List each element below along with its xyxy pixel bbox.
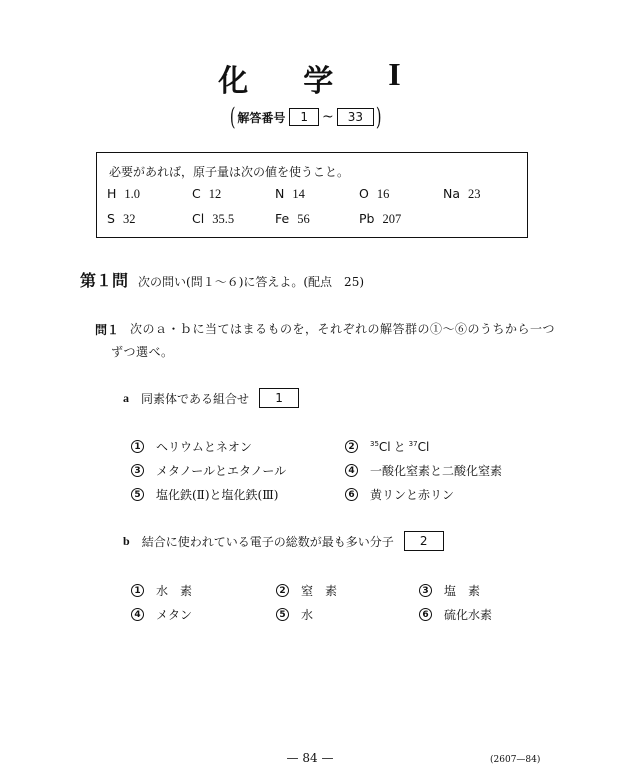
answer-box-2: 2	[404, 531, 444, 551]
circled-number-icon: 1	[131, 584, 144, 597]
page-code: (2607—84)	[490, 755, 541, 765]
circled-number-icon: 4	[131, 608, 144, 621]
answer-box-1: 1	[259, 388, 299, 408]
subquestion-b-heading	[123, 531, 444, 551]
answer-range-label: 解答番号	[237, 110, 286, 125]
close-paren: )	[375, 103, 382, 131]
section-instructions: 次の問い(問１～６)に答えよ。(配点 25)	[138, 275, 365, 289]
circled-number-icon: 5	[276, 608, 289, 621]
option-a-5[interactable]: 5 塩化鉄(Ⅱ)と塩化鉄(Ⅲ)	[131, 486, 278, 503]
circled-number-icon: 5	[131, 488, 144, 501]
mass-O: O 16	[359, 186, 390, 201]
circled-number-icon: 3	[419, 584, 432, 597]
circled-number-icon: 6	[419, 608, 432, 621]
option-a-1[interactable]: 1 ヘリウムとネオン	[131, 438, 252, 455]
question-number: 問１	[95, 323, 120, 337]
subquestion-a-heading	[123, 388, 299, 408]
circled-number-icon: 4	[345, 464, 358, 477]
open-paren: (	[229, 103, 236, 131]
option-a-4[interactable]: 4 一酸化窒素と二酸化窒素	[345, 462, 502, 479]
option-b-5[interactable]: 5 水	[276, 606, 313, 623]
option-b-3[interactable]: 3 塩 素	[419, 582, 480, 599]
answer-range-separator: ~	[322, 109, 334, 125]
circled-number-icon: 2	[345, 440, 358, 453]
subquestion-b-letter: b	[123, 533, 130, 548]
atomic-mass-box	[96, 152, 528, 238]
section-heading	[80, 268, 364, 291]
question-text-line1: 次のａ・ｂに当てはまるものを，それぞれの解答群の①～⑥のうちから一つ	[130, 322, 556, 336]
answer-range-start-box: 1	[289, 108, 319, 126]
subquestion-b-text: 結合に使われている電子の総数が最も多い分子	[141, 534, 394, 549]
circled-number-icon: 3	[131, 464, 144, 477]
question-text-line2: ずつ選べ。	[111, 345, 174, 359]
mass-Pb: Pb 207	[359, 211, 402, 226]
title-char-2: 学	[303, 64, 335, 99]
option-a-2[interactable]: 2 $^{35}$Cl と $^{37}$Cl	[345, 438, 429, 455]
section-title: 第１問	[80, 271, 129, 290]
atomic-mass-note: 必要があれば，原子量は次の値を使うこと。	[109, 165, 350, 179]
page-number: — 84 —	[286, 751, 334, 765]
circled-number-icon: 2	[276, 584, 289, 597]
answer-range	[228, 104, 383, 130]
page-title	[0, 56, 620, 100]
title-char-3: I	[388, 56, 402, 92]
mass-N: N 14	[275, 186, 305, 201]
mass-H: H 1.0	[107, 186, 141, 201]
mass-C: C 12	[192, 186, 222, 201]
mass-Na: Na 23	[443, 186, 481, 201]
option-b-4[interactable]: 4 メタン	[131, 606, 192, 623]
option-b-1[interactable]: 1 水 素	[131, 582, 192, 599]
mass-Fe: Fe 56	[275, 211, 310, 226]
subquestion-a-letter: a	[123, 390, 129, 405]
option-a-3[interactable]: 3 メタノールとエタノール	[131, 462, 286, 479]
circled-number-icon: 1	[131, 440, 144, 453]
mass-S: S 32	[107, 211, 136, 226]
option-b-2[interactable]: 2 窒 素	[276, 582, 337, 599]
option-b-6[interactable]: 6 硫化水素	[419, 606, 492, 623]
title-char-1: 化	[218, 64, 250, 99]
mass-Cl: Cl 35.5	[192, 211, 235, 226]
subquestion-a-text: 同素体である組合せ	[141, 391, 250, 406]
option-a-6[interactable]: 6 黄リンと赤リン	[345, 486, 454, 503]
answer-range-end-box: 33	[337, 108, 374, 126]
circled-number-icon: 6	[345, 488, 358, 501]
